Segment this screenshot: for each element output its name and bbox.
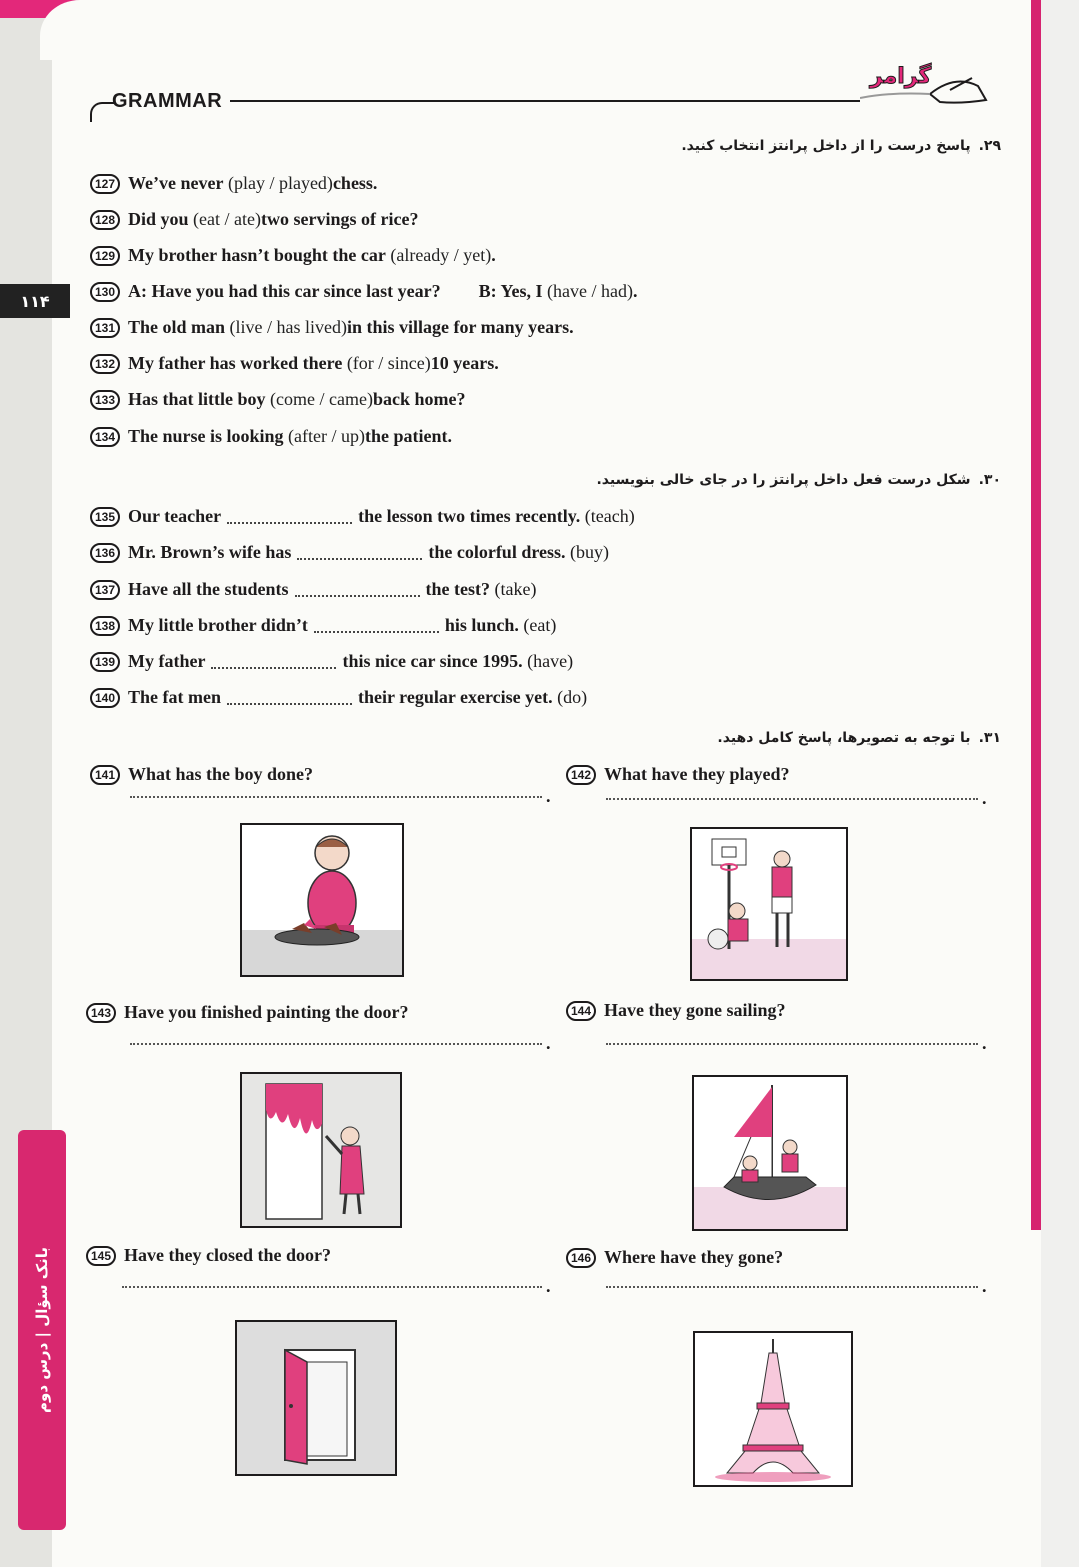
- q29-number: ۲۹.: [978, 138, 1001, 154]
- q30-item: [90, 542, 609, 563]
- item-text: A: Have you had this car since last year?: [128, 281, 441, 301]
- answer-dot: .: [546, 786, 551, 806]
- item-text: .: [491, 245, 496, 265]
- eiffel-tower-illustration: [695, 1333, 851, 1485]
- item-question: Have you finished painting the door?: [124, 1002, 409, 1022]
- item-text: My little brother didn’t: [128, 615, 308, 635]
- q30-item: [90, 651, 573, 672]
- blank-field[interactable]: [211, 655, 336, 669]
- q30-item: [90, 579, 536, 600]
- open-door-picture: [235, 1320, 397, 1476]
- item-number: 141: [90, 765, 120, 785]
- sailboat-picture: [692, 1075, 848, 1231]
- section-title: GRAMMAR: [112, 90, 223, 112]
- header-hook: [90, 102, 114, 122]
- right-pink-edge: [1031, 0, 1041, 1230]
- boy-eating-cake-picture: [240, 823, 404, 977]
- answer-dot: .: [982, 1033, 987, 1053]
- item-text: Have all the students: [128, 579, 289, 599]
- header-fa-title: گرامر: [870, 64, 932, 89]
- answer-line[interactable]: [130, 796, 542, 798]
- item-text: back home?: [372, 389, 466, 409]
- item-text: the patient.: [365, 426, 453, 446]
- item-text: chess.: [332, 173, 378, 193]
- blank-field[interactable]: [297, 546, 422, 560]
- header-rule: [230, 100, 860, 102]
- q31-item: [90, 764, 313, 785]
- q30-item: [90, 687, 587, 708]
- q29-item: [90, 389, 465, 410]
- item-number: 145: [86, 1246, 116, 1266]
- sailboat-illustration: [694, 1077, 846, 1229]
- item-number: 136: [90, 543, 120, 563]
- item-text: My father: [128, 651, 206, 671]
- q31-number: ۳۱.: [978, 730, 1001, 746]
- item-options[interactable]: (come / came): [270, 389, 373, 409]
- q29-item: [90, 281, 637, 302]
- item-question: Where have they gone?: [604, 1247, 784, 1267]
- page-number: ۱۱۴: [0, 284, 70, 318]
- item-text: in this village for many years.: [347, 317, 574, 337]
- q31-item: [566, 1247, 783, 1268]
- q31-item: [86, 1002, 409, 1023]
- item-text: their regular exercise yet.: [358, 687, 553, 707]
- item-question: What has the boy done?: [128, 764, 314, 784]
- page-top-curve: [40, 0, 1079, 60]
- item-text: Has that little boy: [128, 389, 266, 409]
- q30-instruction: [596, 472, 1001, 488]
- painting-door-picture: [240, 1072, 402, 1228]
- item-number: 130: [90, 282, 120, 302]
- item-verb: (take): [494, 579, 537, 599]
- q31-item: [86, 1245, 331, 1266]
- item-number: 137: [90, 580, 120, 600]
- item-number: 142: [566, 765, 596, 785]
- item-text: 10 years.: [430, 353, 499, 373]
- item-number: 132: [90, 354, 120, 374]
- item-options[interactable]: (play / played): [227, 173, 333, 193]
- answer-dot: .: [982, 788, 987, 808]
- item-options[interactable]: (have / had): [547, 281, 633, 301]
- item-question: Have they closed the door?: [124, 1245, 331, 1265]
- q29-item: [90, 173, 377, 194]
- item-verb: (have): [527, 651, 574, 671]
- blank-field[interactable]: [227, 510, 352, 524]
- item-text: The old man: [128, 317, 226, 337]
- side-tab-label: بانک سؤال | درس دوم: [33, 1247, 51, 1413]
- item-text: Did you: [128, 209, 189, 229]
- item-verb: (do): [557, 687, 588, 707]
- item-text: the test?: [425, 579, 490, 599]
- item-options[interactable]: (for / since): [346, 353, 431, 373]
- answer-dot: .: [546, 1276, 551, 1296]
- answer-dot: .: [982, 1276, 987, 1296]
- q31-item: [566, 1000, 786, 1021]
- item-text: the colorful dress.: [428, 542, 566, 562]
- answer-line[interactable]: [130, 1043, 542, 1045]
- item-text: the lesson two times recently.: [358, 506, 581, 526]
- item-number: 143: [86, 1003, 116, 1023]
- item-text: Mr. Brown’s wife has: [128, 542, 292, 562]
- answer-dot: .: [546, 1033, 551, 1053]
- blank-field[interactable]: [295, 583, 420, 597]
- item-options[interactable]: (live / has lived): [229, 317, 347, 337]
- blank-field[interactable]: [314, 619, 439, 633]
- q30-item: [90, 506, 635, 527]
- q31-item: [566, 764, 790, 785]
- q29-item: [90, 245, 496, 266]
- item-options[interactable]: (after / up): [288, 426, 366, 446]
- eiffel-tower-picture: [693, 1331, 853, 1487]
- q30-number: ۳۰.: [978, 472, 1001, 488]
- item-text: two servings of rice?: [260, 209, 419, 229]
- q29-item: [90, 317, 574, 338]
- q29-text: پاسخ درست را از داخل پرانتز انتخاب کنید.: [681, 138, 971, 154]
- q30-text: شکل درست فعل داخل پرانتز را در جای خالی بنویسید.: [596, 472, 971, 488]
- item-verb: (teach): [584, 506, 635, 526]
- q31-text: با توجه به تصویرها، پاسخ کامل دهید.: [717, 730, 971, 746]
- open-door-illustration: [237, 1322, 395, 1474]
- item-text: this nice car since 1995.: [342, 651, 523, 671]
- item-options[interactable]: (eat / ate): [193, 209, 261, 229]
- item-number: 139: [90, 652, 120, 672]
- item-number: 134: [90, 427, 120, 447]
- answer-line[interactable]: [122, 1286, 542, 1288]
- q29-item: [90, 426, 452, 447]
- item-text: My father has worked there: [128, 353, 343, 373]
- item-text: The fat men: [128, 687, 221, 707]
- boy-eating-cake-illustration: [242, 825, 402, 975]
- basketball-kids-picture: [690, 827, 848, 981]
- item-number: 135: [90, 507, 120, 527]
- item-question: Have they gone sailing?: [604, 1000, 786, 1020]
- item-number: 127: [90, 174, 120, 194]
- q31-instruction: [717, 730, 1001, 746]
- item-text: B: Yes, I: [478, 281, 543, 301]
- item-number: 131: [90, 318, 120, 338]
- item-number: 138: [90, 616, 120, 636]
- item-text: his lunch.: [444, 615, 519, 635]
- item-number: 128: [90, 210, 120, 230]
- painting-door-illustration: [242, 1074, 400, 1226]
- answer-line[interactable]: [606, 798, 978, 800]
- item-question: What have they played?: [604, 764, 790, 784]
- q29-item: [90, 353, 499, 374]
- answer-line[interactable]: [606, 1286, 978, 1288]
- q30-item: [90, 615, 556, 636]
- item-verb: (buy): [570, 542, 609, 562]
- header-fa-badge: [860, 64, 990, 108]
- item-number: 133: [90, 390, 120, 410]
- q29-instruction: [681, 138, 1001, 154]
- item-text: .: [632, 281, 638, 301]
- item-text: The nurse is looking: [128, 426, 284, 446]
- answer-line[interactable]: [606, 1043, 978, 1045]
- item-verb: (eat): [523, 615, 557, 635]
- item-text: My brother hasn’t bought the car: [128, 245, 386, 265]
- blank-field[interactable]: [227, 691, 352, 705]
- item-number: 146: [566, 1248, 596, 1268]
- item-options[interactable]: (already / yet): [390, 245, 492, 265]
- item-text: Our teacher: [128, 506, 222, 526]
- q29-item: [90, 209, 418, 230]
- item-text: We’ve never: [128, 173, 224, 193]
- item-number: 144: [566, 1001, 596, 1021]
- right-margin: [1041, 0, 1079, 1567]
- basketball-kids-illustration: [692, 829, 846, 979]
- item-number: 140: [90, 688, 120, 708]
- item-number: 129: [90, 246, 120, 266]
